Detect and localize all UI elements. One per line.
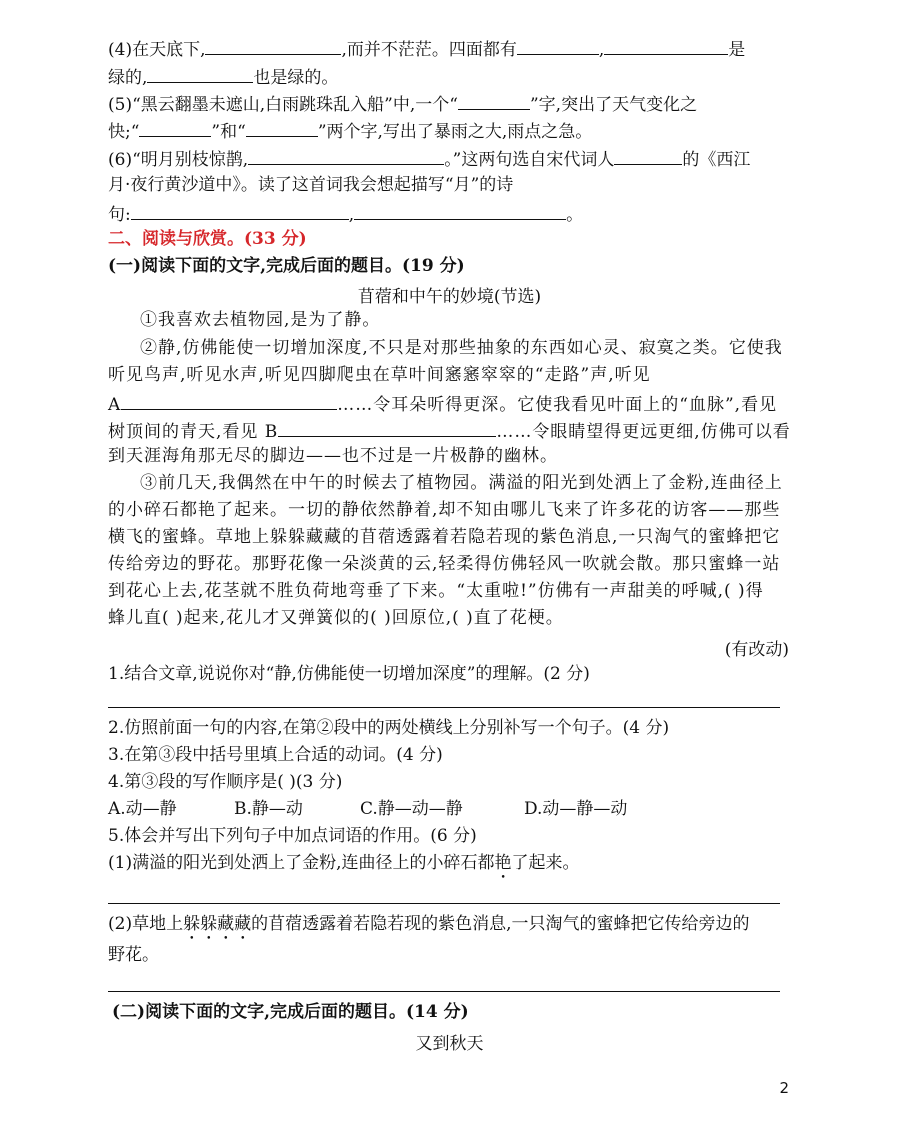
answer-blank[interactable] [131,201,349,220]
part-heading: (二)阅读下面的文字,完成后面的题目。(14 分) [112,1002,469,1022]
answer-blank[interactable] [147,64,253,83]
q5-line-1: (5)“黑云翻墨未遮山,白雨跳珠乱入船”中,一个“ ”字,突出了天气变化之 [108,91,697,116]
q4-line-1: (4)在天底下, ,而并不茫茫。四面都有 , 是 [108,36,745,61]
source-note: (有改动) [724,640,789,660]
sentence-1: (1)满溢的阳光到处洒上了金粉,连曲径上的小碎石都艳了起来。 [108,853,580,873]
part-heading: (一)阅读下面的文字,完成后面的题目。(19 分) [108,256,465,276]
paragraph-3-line: 传给旁边的野花。那野花像一朵淡黄的云,轻柔得仿佛轻风一吹就会散。那只蜜蜂一站 [108,554,781,574]
question-3: 3.在第③段中括号里填上合适的动词。(4 分) [108,745,443,765]
answer-blank[interactable] [517,36,599,55]
answer-blank-b[interactable] [278,418,496,437]
answer-blank-a[interactable] [121,391,337,410]
question-2: 2.仿照前面一句的内容,在第②段中的两处横线上分别补写一个句子。(4 分) [108,718,670,738]
option-b[interactable]: B.静—动 [234,799,303,819]
paragraph-3-line: ③前几天,我偶然在中午的时候去了植物园。满溢的阳光到处洒上了金粉,连曲径上 [140,473,783,493]
answer-blank[interactable] [458,91,530,110]
option-c[interactable]: C.静—动—静 [360,799,463,819]
q5-line-2: 快;“ ”和“ ”两个字,写出了暴雨之大,雨点之急。 [108,118,592,143]
option-a[interactable]: A.动—静 [108,799,177,819]
q4-line-2: 绿的, 也是绿的。 [108,64,338,89]
q6-line-3: 句: , 。 [108,201,583,226]
paragraph-2-line: A ……令耳朵听得更深。它使我看见叶面上的“血脉”,看见 [108,391,777,416]
dotted-word: 躲躲藏藏 [183,914,252,934]
answer-blank[interactable] [205,36,341,55]
paragraph-2-line: 树顶间的青天,看见 B ……令眼睛望得更远更细,仿佛可以看 [108,418,791,443]
paragraph-2-line: ②静,仿佛能使一切增加深度,不只是对那些抽象的东西如心灵、寂寞之类。它使我 [140,338,783,358]
paragraph-2-line: 到天涯海角那无尽的脚边——也不过是一片极静的幽林。 [108,446,558,466]
page-number: 2 [779,1079,789,1097]
answer-blank[interactable] [354,201,566,220]
paragraph-2-line: 听见鸟声,听见水声,听见四脚爬虫在草叶间窸窸窣窣的“走路”声,听见 [108,365,651,385]
answer-line[interactable] [108,991,780,992]
q6-line-2: 月·夜行黄沙道中》。读了这首词我会想起描写“月”的诗 [108,175,514,195]
paragraph-3-line: 横飞的蜜蜂。草地上躲躲藏藏的苜蓿透露着若隐若现的紫色消息,一只淘气的蜜蜂把它 [108,527,781,547]
question-1: 1.结合文章,说说你对“静,仿佛能使一切增加深度”的理解。(2 分) [108,664,590,684]
answer-line[interactable] [108,707,780,708]
answer-blank[interactable] [139,118,211,137]
q6-line-1: (6)“明月别枝惊鹊, 。”这两句选自宋代词人 的《西江 [108,146,750,171]
section-heading: 二、阅读与欣赏。(33 分) [108,229,307,249]
dotted-word: 艳 [494,853,512,873]
options-row [108,798,627,820]
article-title: 又到秋天 [415,1034,484,1054]
answer-blank[interactable] [604,36,728,55]
sentence-2-cont: 野花。 [108,945,159,965]
sentence-2: (2)草地上躲躲藏藏的苜蓿透露着若隐若现的紫色消息,一只淘气的蜜蜂把它传给旁边的 [108,914,750,934]
paragraph-3-line: 的小碎石都艳了起来。一切的静依然静着,却不知由哪儿飞来了许多花的访客——那些 [108,500,781,520]
option-d[interactable]: D.动—静—动 [524,799,628,819]
article-title: 苜蓿和中午的妙境(节选) [357,287,542,307]
question-4: 4.第③段的写作顺序是( )(3 分) [108,772,343,792]
answer-line[interactable] [108,903,780,904]
question-5: 5.体会并写出下列句子中加点词语的作用。(6 分) [108,826,477,846]
answer-blank[interactable] [248,146,444,165]
paragraph-1: ①我喜欢去植物园,是为了静。 [140,310,381,330]
answer-blank[interactable] [614,146,682,165]
paragraph-3-line: 蜂儿直( )起来,花儿才又弹簧似的( )回原位,( )直了花梗。 [108,608,564,628]
paragraph-3-line: 到花心上去,花茎就不胜负荷地弯垂了下来。“太重啦!”仿佛有一声甜美的呼喊,( )得 [108,581,764,601]
answer-blank[interactable] [246,118,318,137]
